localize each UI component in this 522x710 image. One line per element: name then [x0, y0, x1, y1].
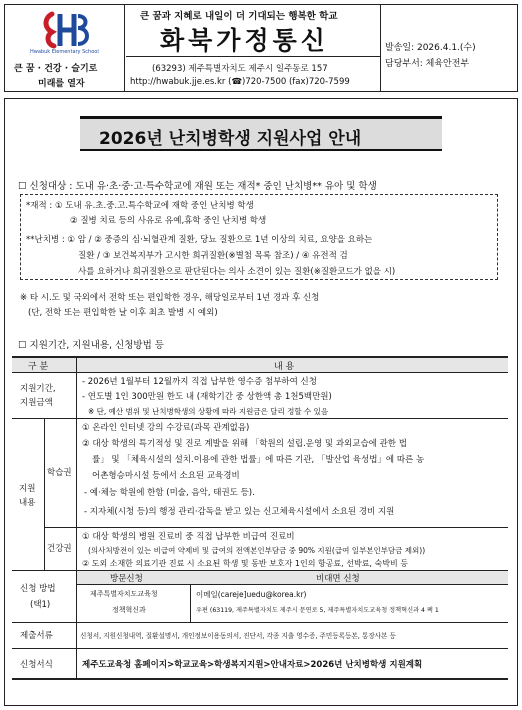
r1-label-1: 지원기간, — [20, 384, 56, 394]
r2a-line-5: - 예·체능 학원에 한함 (미술, 음악, 태권도 등). — [84, 488, 255, 498]
note-2: (단, 전학 또는 편입학한 날 이후 최초 발병 시 예외) — [28, 308, 218, 318]
def-line-3: **난치병 : ① 암 / ② 중증의 심·뇌혈관계 질환, 당뇨 질환으로 1년 이상의 치료, 요양을 요하는 — [26, 235, 373, 245]
section2-heading: ☐ 지원기간, 지원내용, 신청방법 등 — [18, 340, 164, 351]
r3-visit-2: 정책혁신과 — [112, 606, 146, 614]
r1-line-2: - 연도별 1인 300만원 한도 내 (재학기간 중 상한액 총 1천5백만원) — [82, 392, 332, 402]
header-divider-right — [380, 4, 381, 92]
r3-online-1: 이메일(careje]uedu@korea.kr) — [196, 590, 307, 599]
header-title: 화북가정통신 — [160, 26, 329, 55]
def-line-5: 사를 요하거나 희귀질환으로 판단된다는 의사 소견이 있는 질환(※질환코드가 없을 시) — [78, 267, 396, 277]
header-contact: http://hwabuk.jje.es.kr (☎)720-7500 (fax)720-7599 — [130, 77, 350, 87]
tbl-header-bg — [12, 358, 508, 372]
def-line-2: ② 질병 치료 등의 사유로 유예,휴학 중인 난치병 학생 — [70, 216, 267, 226]
tbl-method-header-bottom — [76, 584, 508, 585]
r2b-sublabel: 건강권 — [47, 544, 72, 554]
target-line: ☐ 신청대상 : 도내 유·초·중·고·특수학교에 재원 또는 재적* 중인 난치병** 유아 및 학생 — [18, 181, 377, 192]
r3-online-2: 우편 (63119, 제주특별자치도 제주시 문연로 5, 제주특별자치도교육청 정책혁신과 4 팩 1 — [196, 607, 439, 614]
tbl-header-bottom — [12, 372, 508, 373]
r3-label-1: 신청 방법 — [20, 584, 56, 594]
r1-label-2: 지원금액 — [20, 398, 53, 408]
tbl-row2a-bottom — [44, 527, 508, 528]
r2b-line-3: ② 도외 소재한 의료기관 진료 시 소요된 학생 및 동반 보호자 1인의 항공료, 선박료, 숙박비 등 — [82, 559, 408, 568]
tbl-bottom — [12, 678, 508, 680]
r2a-line-3: 률」 및 「체육시설의 설치.이용에 관한 법률」에 따른 기관, 「발산업 육성법」에 따른 농 — [92, 455, 425, 465]
r5-label: 신청서식 — [20, 660, 53, 670]
slogan-line-2: 미래를 열자 — [38, 79, 85, 89]
tbl-sub-divider — [44, 418, 45, 570]
r2b-line-2: (의사처방전이 있는 비급여 약제비 및 급여의 전액본인부담금 중 90% 지원(급여 일부본인부담금 제외)) — [88, 546, 426, 555]
r2-label-1: 지원 — [19, 484, 36, 494]
tbl-row1-bottom — [12, 418, 508, 419]
r4-label: 제출서류 — [20, 631, 53, 641]
header-motto: 큰 꿈과 지혜로 내일이 더 기대되는 행복한 학교 — [140, 11, 338, 22]
school-logo — [30, 10, 100, 50]
r3-label-2: (택1) — [30, 600, 51, 610]
r1-line-1: - 2026년 1월부터 12월까지 직접 납부한 영수증 첨부하여 신청 — [82, 377, 317, 387]
r2b-line-1: ① 대상 학생의 병원 진료비 중 직접 납부한 비급여 진료비 — [82, 532, 295, 542]
r4-content: 신청서, 지원신청내역, 질환설명서, 개인정보이용동의서, 진단서, 각종 지출 영수증, 주민등록등본, 통장사본 등 — [80, 632, 396, 640]
tbl-row4-bottom — [12, 648, 508, 649]
def-line-1: *재적 : ① 도내 유.초.중.고.특수학교에 재학 중인 난치병 학생 — [26, 201, 254, 211]
r2a-line-4: 어촌형승마시설 등에서 소요된 교육경비 — [92, 471, 240, 481]
r3-online-header: 비대면 신청 — [316, 574, 360, 584]
doc-title-rule-bottom — [80, 149, 442, 151]
note-1: ※ 타 시.도 및 국외에서 전학 또는 편입학한 경우, 해당일로부터 1년 경과 후 신청 — [20, 293, 320, 303]
r3-visit-header: 방문신청 — [110, 574, 143, 584]
def-line-4: 질환 / ③ 보건복지부가 고시한 희귀질환(※별첨 목록 참조) / ④ 유전적 검 — [78, 251, 348, 261]
r2a-sublabel: 학습권 — [47, 468, 72, 478]
logo-caption: Hwabuk Elementary School — [30, 49, 99, 55]
doc-title: 2026년 난치병학생 지원사업 안내 — [99, 129, 362, 149]
r3-visit-1: 제주특별자치도교육청 — [90, 590, 158, 598]
tbl-row3-bottom — [12, 622, 508, 623]
send-date: 발송일: 2026.4.1.(수) — [385, 43, 476, 53]
slogan-line-1: 큰 꿈 · 건강 · 슬기로 — [14, 64, 98, 74]
header-address: (63293) 제주특별자치도 제주시 일주동로 157 — [152, 64, 328, 74]
r2a-line-2: ② 대상 학생의 특기적성 및 진로 계발을 위해 「학원의 설립.운영 및 과외교습에 관한 법 — [82, 439, 407, 449]
r2a-line-1: ① 온라인 인터넷 강의 수강료(과목 관계없음) — [82, 423, 250, 433]
header-divider-left — [124, 4, 125, 92]
tbl-col-divider — [76, 356, 77, 680]
r2-label-2: 내용 — [19, 498, 36, 508]
r2a-line-6: - 지자체(시청 등)의 행정 관리·감독을 받고 있는 신고체육시설에서 소요된 경비 지원 — [84, 507, 395, 517]
title-underline — [126, 56, 380, 57]
col-category-header: 구 분 — [28, 362, 49, 372]
r5-content: 제주도교육청 홈페이지>학교교육>학생복지지원>안내자료>2026년 난치병학생 지원계획 — [82, 660, 423, 670]
col-content-header: 내 용 — [274, 362, 295, 372]
r1-line-3: ※ 단, 예산 범위 및 난치병학생의 상황에 따라 지원금은 달리 정할 수 있음 — [88, 407, 329, 416]
department: 담당부서: 체육안전부 — [385, 59, 470, 69]
